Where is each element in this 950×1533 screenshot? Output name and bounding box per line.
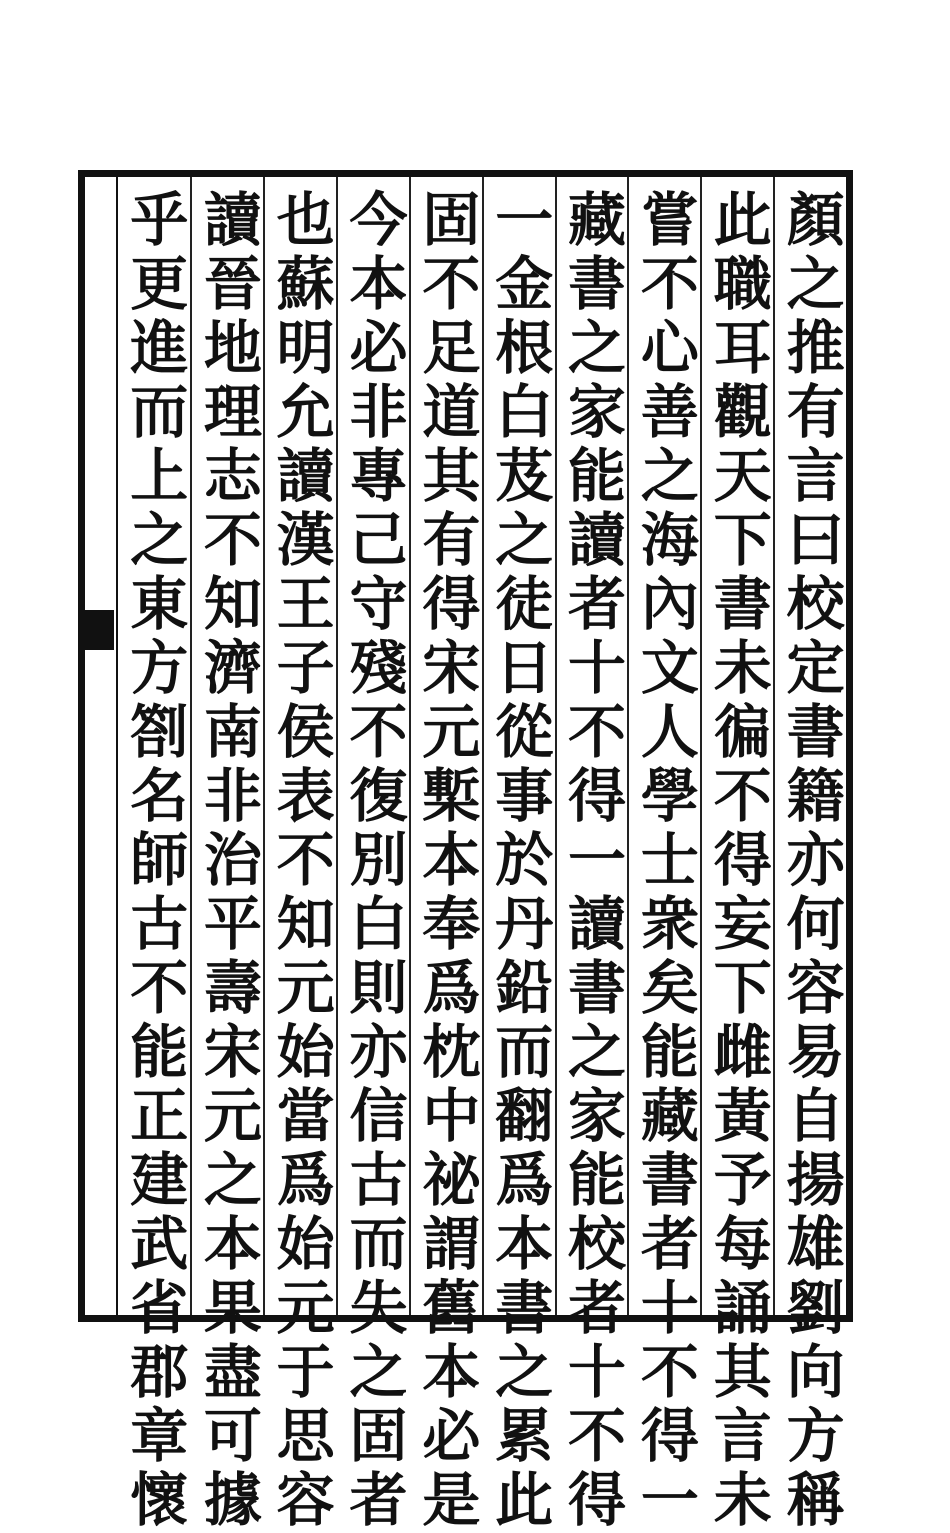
text-column-1 [773, 177, 846, 1533]
binding-margin [78, 170, 118, 1322]
text-column-10 [118, 177, 190, 1533]
column-text: 此職耳觀天下書未徧不得妄下雌黃予每誦其言未 [703, 189, 772, 1533]
column-text: 藏書之家能讀者十不得一讀書之家能校者十不得 [558, 189, 627, 1533]
column-text: 固不足道其有得宋元槧本奉爲枕中祕謂舊本必是 [412, 189, 481, 1533]
fishtail-mark [80, 610, 114, 650]
column-text: 讀晉地理志不知濟南非治平壽宋元之本果盡可據 [193, 189, 262, 1533]
text-column-3 [627, 177, 700, 1533]
column-text: 嘗不心善之海內文人學士衆矣能藏書者十不得一 [630, 189, 699, 1533]
text-columns [118, 177, 846, 1533]
column-text: 也蘇明允讀漢王子侯表不知元始當爲始元于思容 [266, 189, 335, 1533]
text-column-2 [700, 177, 773, 1533]
text-column-8 [263, 177, 336, 1533]
text-column-5 [482, 177, 555, 1533]
column-text: 今本必非專己守殘不復別白則亦信古而失之固者 [339, 189, 408, 1533]
text-column-7 [336, 177, 409, 1533]
text-column-6 [409, 177, 482, 1533]
text-column-9 [190, 177, 263, 1533]
column-text: 乎更進而上之東方劄名師古不能正建武省郡章懷 [120, 189, 189, 1533]
column-text: 顏之推有言曰校定書籍亦何容易自揚雄劉向方稱 [776, 189, 845, 1533]
text-column-4 [555, 177, 628, 1533]
column-text: 一金根白芨之徒日從事於丹鉛而翻爲本書之累此 [485, 189, 554, 1533]
